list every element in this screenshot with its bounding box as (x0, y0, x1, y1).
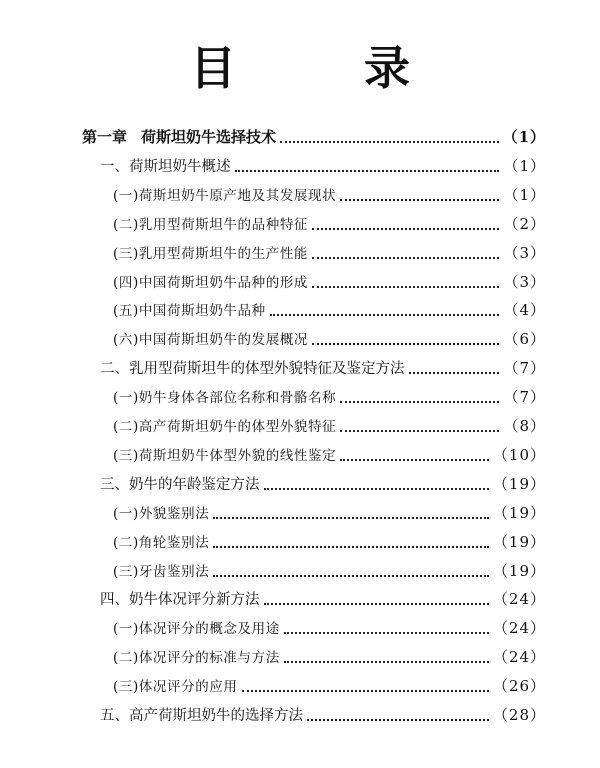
toc-page-number: （24） (492, 618, 546, 637)
dot-leader (312, 227, 499, 230)
toc-entry-label: (一)奶牛身体各部位名称和骨骼名称 (113, 390, 337, 406)
toc-subsection-entry[interactable] (113, 442, 546, 466)
toc-page-number: （28） (492, 705, 546, 724)
toc-subsection-entry[interactable] (113, 529, 546, 553)
toc-subsection-entry[interactable] (113, 384, 546, 408)
toc-page-number: （24） (492, 647, 546, 666)
dot-leader (312, 285, 499, 288)
toc-section-entry[interactable] (100, 471, 546, 495)
toc-page-number: （19） (492, 503, 546, 522)
toc-entry-label: (二)体况评分的标准与方法 (113, 650, 280, 666)
dot-leader (242, 689, 489, 692)
toc-subsection-entry[interactable] (113, 500, 546, 524)
toc-section-entry[interactable] (100, 355, 546, 379)
toc-section-entry[interactable] (100, 586, 546, 610)
dot-leader (284, 660, 489, 663)
toc-page-number: （6） (503, 329, 546, 348)
toc-page-number: （24） (492, 589, 546, 608)
toc-page-number: （7） (503, 358, 546, 377)
toc-subsection-entry[interactable] (113, 673, 546, 697)
toc-page-number: （3） (503, 272, 546, 291)
toc-page-number: （7） (503, 387, 546, 406)
toc-subsection-entry[interactable] (113, 615, 546, 639)
dot-leader (312, 256, 499, 259)
toc-entry-label: (一)外貌鉴别法 (113, 506, 210, 522)
dot-leader (280, 140, 499, 143)
dot-leader (312, 342, 499, 345)
toc-page-number: （8） (503, 416, 546, 435)
dot-leader (270, 313, 500, 316)
toc-section-entry[interactable] (100, 153, 546, 177)
toc-entry-label: (六)中国荷斯坦奶牛的发展概况 (113, 332, 309, 348)
toc-page-number: （19） (492, 474, 546, 493)
toc-page-number: （1） (502, 127, 546, 146)
page-title: 目 录 (189, 41, 466, 95)
dot-leader (340, 458, 489, 461)
dot-leader (340, 429, 499, 432)
toc-page-number: （3） (503, 243, 546, 262)
toc-entry-label: (三)乳用型荷斯坦牛的生产性能 (113, 246, 309, 262)
dot-leader (284, 631, 489, 634)
toc-subsection-entry[interactable] (113, 297, 546, 321)
toc-subsection-entry[interactable] (113, 326, 546, 350)
toc-entry-label (82, 126, 276, 147)
toc-section-entry[interactable] (100, 702, 546, 726)
toc-page-number: （1） (503, 185, 546, 204)
toc-subsection-entry[interactable] (113, 558, 546, 582)
chapter-number: 第一章 (82, 127, 128, 146)
toc-entry-label: (二)乳用型荷斯坦牛的品种特征 (113, 217, 309, 233)
toc-entry-label: (一)荷斯坦奶牛原产地及其发展现状 (113, 188, 337, 204)
toc-subsection-entry[interactable] (113, 413, 546, 437)
toc-entry-label: 四、奶牛体况评分新方法 (100, 591, 260, 608)
chapter-title: 荷斯坦奶牛选择技术 (141, 127, 277, 146)
dot-leader (307, 718, 489, 721)
toc-entry-label: (二)角轮鉴别法 (113, 535, 210, 551)
toc-page-number: （1） (503, 156, 546, 175)
toc-subsection-entry[interactable] (113, 269, 546, 293)
dot-leader (264, 602, 489, 605)
toc-page-number: （26） (492, 676, 546, 695)
toc-page-number: （19） (492, 532, 546, 551)
toc-entry-label: (四)中国荷斯坦奶牛品种的形成 (113, 275, 309, 291)
toc-entry-label: (三)牙齿鉴别法 (113, 564, 210, 580)
dot-leader (409, 371, 500, 374)
toc-entry-label: (三)体况评分的应用 (113, 679, 238, 695)
toc-entry-label: 一、荷斯坦奶牛概述 (100, 158, 231, 175)
dot-leader (340, 400, 499, 403)
toc-page-number: （19） (492, 561, 546, 580)
dot-leader (213, 545, 489, 548)
toc-page-number: （10） (492, 445, 546, 464)
dot-leader (340, 198, 499, 201)
toc-chapter-entry[interactable] (82, 124, 546, 148)
toc-page-number: （4） (503, 300, 546, 319)
toc-entry-label: 二、乳用型荷斯坦牛的体型外貌特征及鉴定方法 (100, 360, 405, 377)
toc-entry-label: 五、高产荷斯坦奶牛的选择方法 (100, 707, 303, 724)
toc-subsection-entry[interactable] (113, 182, 546, 206)
toc-page-number: （2） (503, 214, 546, 233)
toc-subsection-entry[interactable] (113, 211, 546, 235)
toc-entry-label: (二)高产荷斯坦奶牛的体型外貌特征 (113, 419, 337, 435)
toc-entry-label: (三)荷斯坦奶牛体型外貌的线性鉴定 (113, 448, 337, 464)
dot-leader (235, 169, 500, 172)
dot-leader (213, 516, 489, 519)
toc-subsection-entry[interactable] (113, 240, 546, 264)
dot-leader (213, 574, 489, 577)
toc-entry-label: 三、奶牛的年龄鉴定方法 (100, 476, 260, 493)
toc-subsection-entry[interactable] (113, 644, 546, 668)
dot-leader (264, 487, 489, 490)
toc-entry-label: (五)中国荷斯坦奶牛品种 (113, 303, 266, 319)
toc-entry-label: (一)体况评分的概念及用途 (113, 621, 280, 637)
